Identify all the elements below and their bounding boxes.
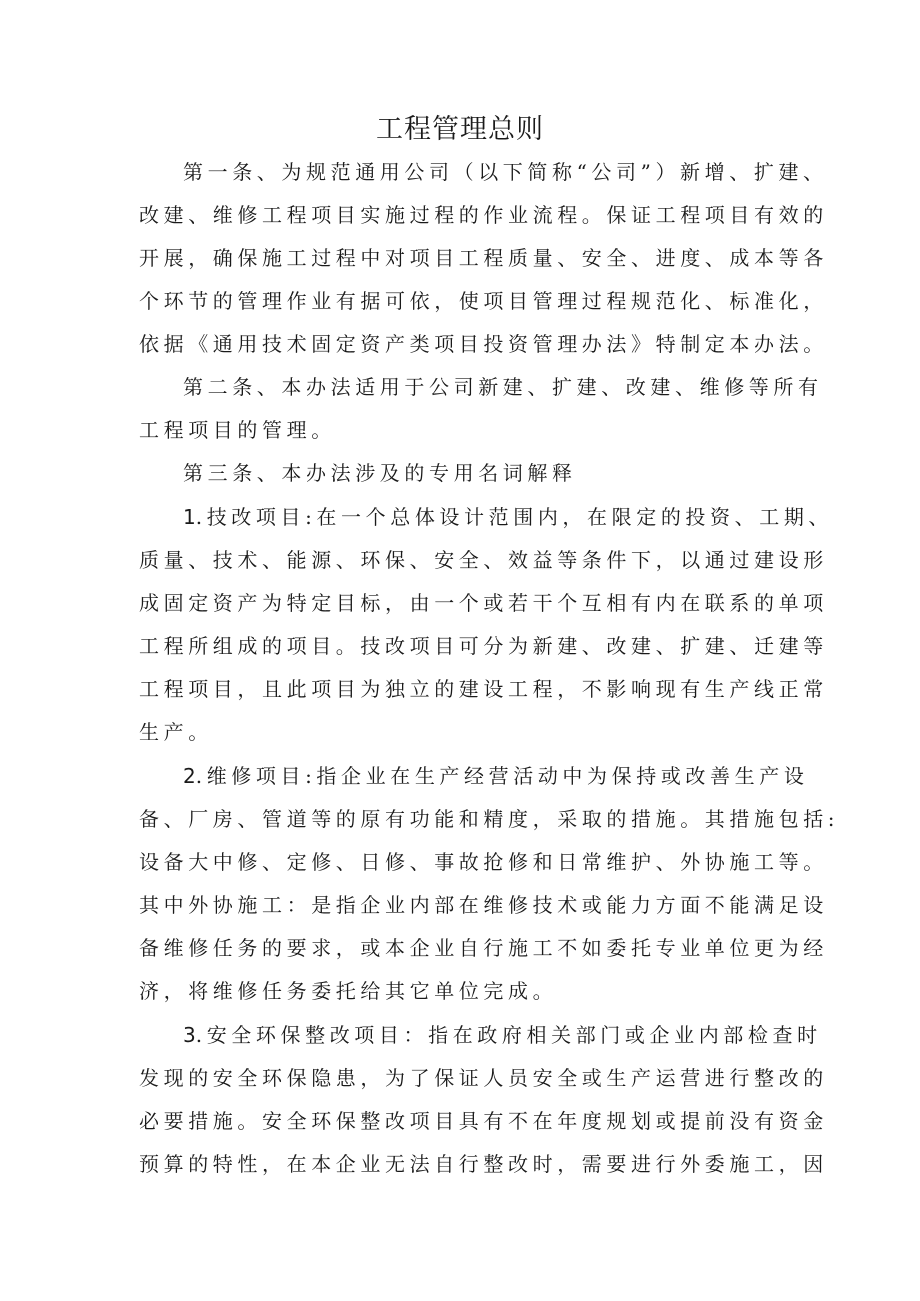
article-1-line-3: 开展，确保施工过程中对项目工程质量、安全、进度、成本等各: [139, 246, 828, 270]
item-2-number: 2: [183, 764, 196, 788]
item-1-number: 1: [183, 505, 196, 529]
item-1-line-2: 质量、技术、能源、环保、安全、效益等条件下，以通过建设形: [139, 548, 828, 572]
item-2-line-1: [183, 755, 809, 798]
item-2-line-5: 备维修任务的要求，或本企业自行施工不如委托专业单位更为经: [139, 936, 828, 960]
item-3-line-2: 发现的安全环保隐患，为了保证人员安全或生产运营进行整改的: [139, 1066, 828, 1090]
item-2-text: .维修项目:指企业在生产经营活动中为保持或改善生产设: [195, 764, 809, 788]
article-2-line-1: 第二条、本办法适用于公司新建、扩建、改建、维修等所有: [183, 375, 823, 399]
item-2-line-6: 济，将维修任务委托给其它单位完成。: [139, 979, 558, 1003]
document-title: 工程管理总则: [376, 114, 544, 145]
item-3-number: 3: [183, 1023, 196, 1047]
item-3-line-3: 必要措施。安全环保整改项目具有不在年度规划或提前没有资金: [139, 1109, 828, 1133]
article-1-line-5: 依据《通用技术固定资产类项目投资管理办法》特制定本办法。: [139, 332, 828, 356]
item-3-line-4: 预算的特性，在本企业无法自行整改时，需要进行外委施工，因: [139, 1152, 828, 1176]
item-1-line-3: 成固定资产为特定目标，由一个或若干个互相有内在联系的单项: [139, 591, 828, 615]
item-3-text: .安全环保整改项目：指在政府相关部门或企业内部检查时: [195, 1023, 822, 1047]
item-2-line-4: 其中外协施工：是指企业内部在维修技术或能力方面不能满足设: [139, 893, 828, 917]
item-2-line-2: 备、厂房、管道等的原有功能和精度，采取的措施。其措施包括:: [139, 807, 840, 831]
item-2-line-3: 设备大中修、定修、日修、事故抢修和日常维护、外协施工等。: [139, 850, 828, 874]
item-1-line-5: 工程项目，且此项目为独立的建设工程，不影响现有生产线正常: [139, 677, 828, 701]
article-1-line-2: 改建、维修工程项目实施过程的作业流程。保证工程项目有效的: [139, 203, 828, 227]
item-3-line-1: [183, 1014, 822, 1057]
article-2-line-2: 工程项目的管理。: [139, 418, 336, 442]
item-1-text: .技改项目:在一个总体设计范围内，在限定的投资、工期、: [195, 505, 834, 529]
item-1-line-6: 生产。: [139, 720, 213, 744]
item-1-line-1: [183, 496, 834, 539]
article-1-line-4: 个环节的管理作业有据可依，使项目管理过程规范化、标准化，: [139, 289, 828, 313]
item-1-line-4: 工程所组成的项目。技改项目可分为新建、改建、扩建、迁建等: [139, 634, 828, 658]
article-1-line-1: 第一条、为规范通用公司（以下简称“公司”）新增、扩建、: [183, 160, 828, 184]
article-3-heading: 第三条、本办法涉及的专用名词解释: [183, 461, 577, 485]
